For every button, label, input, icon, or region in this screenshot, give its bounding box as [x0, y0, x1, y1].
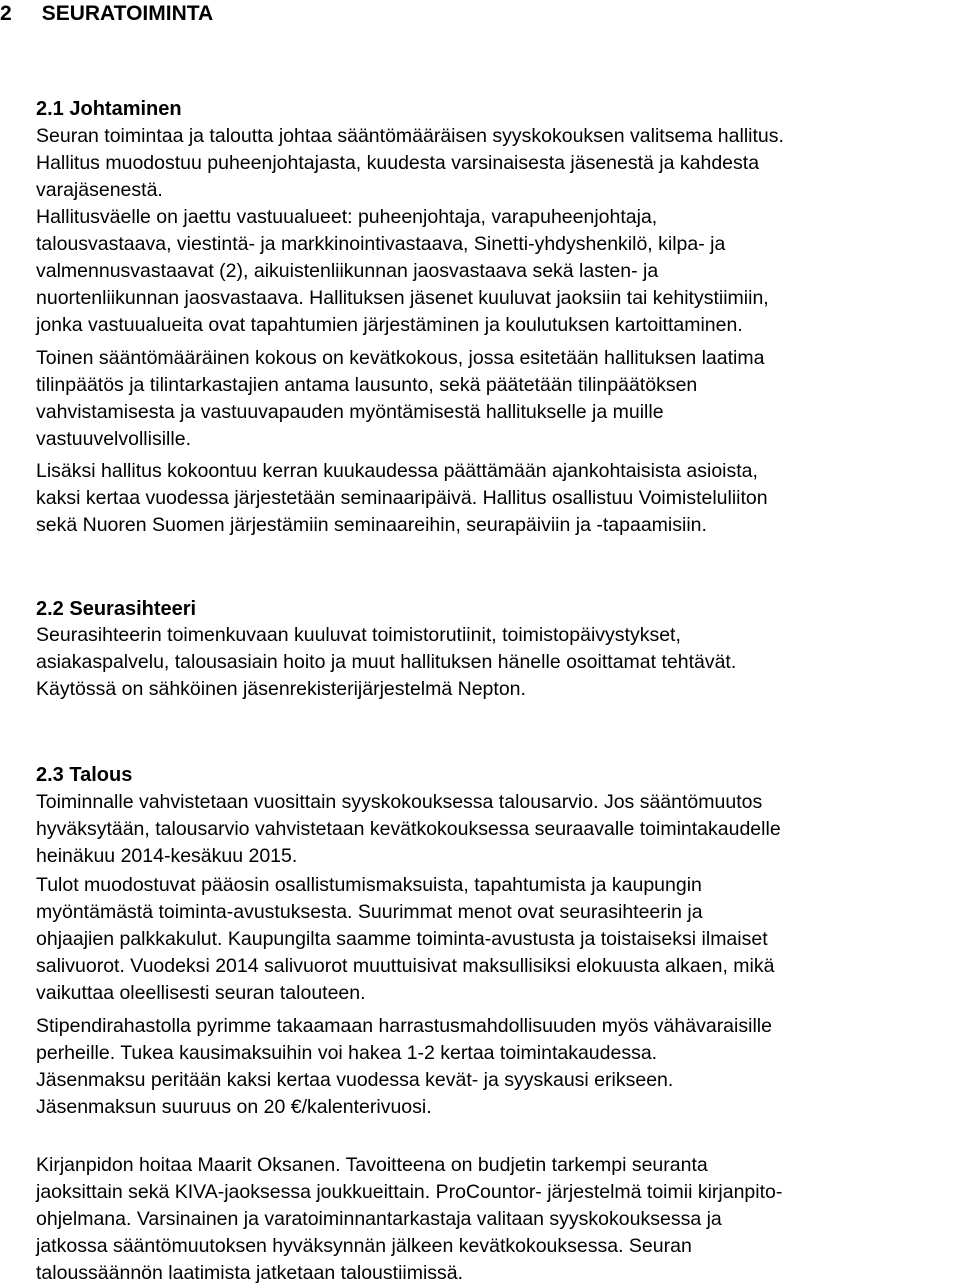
paragraph-line: jonka vastuualueita ovat tapahtumien järjestäminen ja koulutuksen kartoittaminen.	[36, 314, 743, 336]
paragraph-line: Jäsenmaksun suuruus on 20 €/kalenterivuosi.	[36, 1096, 432, 1118]
chapter-heading	[0, 0, 213, 28]
paragraph-line: Toinen sääntömääräinen kokous on kevätkokous, jossa esitetään hallituksen laatima	[36, 347, 765, 369]
paragraph-line: Lisäksi hallitus kokoontuu kerran kuukaudessa päättämään ajankohtaisista asioista,	[36, 460, 758, 482]
paragraph-line: kaksi kertaa vuodessa järjestetään seminaaripäivä. Hallitus osallistuu Voimisteluliiton	[36, 487, 768, 509]
paragraph-line: Seuran toimintaa ja taloutta johtaa sääntömääräisen syyskokouksen valitsema hallitus.	[36, 125, 784, 147]
paragraph-line: jatkossa sääntömuutoksen hyväksynnän jälkeen kevätkokouksessa. Seuran	[36, 1235, 692, 1257]
paragraph-line: taloussäännön laatimista jatketaan taloustiimissä.	[36, 1262, 464, 1284]
paragraph-line: Kirjanpidon hoitaa Maarit Oksanen. Tavoitteena on budjetin tarkempi seuranta	[36, 1154, 708, 1176]
paragraph-line: myöntämästä toiminta-avustuksesta. Suurimmat menot ovat seurasihteerin ja	[36, 901, 703, 923]
paragraph-line: ohjelmana. Varsinainen ja varatoiminnantarkastaja valitaan syyskokouksessa ja	[36, 1208, 722, 1230]
paragraph-line: Seurasihteerin toimenkuvaan kuuluvat toimistorutiinit, toimistopäivystykset,	[36, 624, 681, 646]
section-heading-talous: 2.3 Talous	[36, 764, 133, 786]
paragraph-line: vastuuvelvollisille.	[36, 428, 191, 450]
paragraph-line: Hallitusväelle on jaettu vastuualueet: puheenjohtaja, varapuheenjohtaja,	[36, 206, 658, 228]
paragraph-line: sekä Nuoren Suomen järjestämiin seminaareihin, seurapäiviin ja -tapaamisiin.	[36, 514, 707, 536]
paragraph-line: Tulot muodostuvat pääosin osallistumismaksuista, tapahtumista ja kaupungin	[36, 874, 702, 896]
paragraph-line: hyväksytään, talousarvio vahvistetaan kevätkokouksessa seuraavalle toimintakaudelle	[36, 818, 781, 840]
chapter-number: 2	[0, 2, 12, 25]
chapter-title: SEURATOIMINTA	[41, 2, 214, 25]
paragraph-line: vaikuttaa oleellisesti seuran talouteen.	[36, 982, 366, 1004]
paragraph-line: Jäsenmaksu peritään kaksi kertaa vuodessa kevät- ja syyskausi erikseen.	[36, 1069, 674, 1091]
paragraph-line: valmennusvastaavat (2), aikuistenliikunnan jaosvastaava sekä lasten- ja	[36, 260, 659, 282]
paragraph-line: salivuorot. Vuodeksi 2014 salivuorot muuttuisivat maksullisiksi elokuusta alkaen, mikä	[36, 955, 775, 977]
paragraph-line: Toiminnalle vahvistetaan vuosittain syyskokouksessa talousarvio. Jos sääntömuutos	[36, 791, 763, 813]
paragraph-line: nuortenliikunnan jaosvastaava. Hallituksen jäsenet kuuluvat jaoksiin tai kehitystiimiin,	[36, 287, 769, 309]
paragraph-line: perheille. Tukea kausimaksuihin voi hakea 1-2 kertaa toimintakaudessa.	[36, 1042, 658, 1064]
paragraph-line: jaoksittain sekä KIVA-jaoksessa joukkueittain. ProCountor- järjestelmä toimii kirjanpito-	[36, 1181, 783, 1203]
paragraph-line: Käytössä on sähköinen jäsenrekisterijärjestelmä Nepton.	[36, 678, 526, 700]
paragraph-line: asiakaspalvelu, talousasiain hoito ja muut hallituksen hänelle osoittamat tehtävät.	[36, 651, 737, 673]
section-heading-johtaminen: 2.1 Johtaminen	[36, 98, 182, 120]
paragraph-line: heinäkuu 2014-kesäkuu 2015.	[36, 845, 298, 867]
paragraph-line: tilinpäätös ja tilintarkastajien antama lausunto, sekä päätetään tilinpäätöksen	[36, 374, 698, 396]
paragraph-line: talousvastaava, viestintä- ja markkinointivastaava, Sinetti-yhdyshenkilö, kilpa- ja	[36, 233, 726, 255]
paragraph-line: ohjaajien palkkakulut. Kaupungilta saamme toiminta-avustusta ja toistaiseksi ilmaiset	[36, 928, 768, 950]
paragraph-line: vahvistamisesta ja vastuuvapauden myöntämisestä hallitukselle ja muille	[36, 401, 664, 423]
paragraph-line: Hallitus muodostuu puheenjohtajasta, kuudesta varsinaisesta jäsenestä ja kahdesta	[36, 152, 760, 174]
paragraph-line: Stipendirahastolla pyrimme takaamaan harrastusmahdollisuuden myös vähävaraisille	[36, 1015, 772, 1037]
section-heading-seurasihteeri: 2.2 Seurasihteeri	[36, 598, 197, 620]
paragraph-line: varajäsenestä.	[36, 179, 163, 201]
